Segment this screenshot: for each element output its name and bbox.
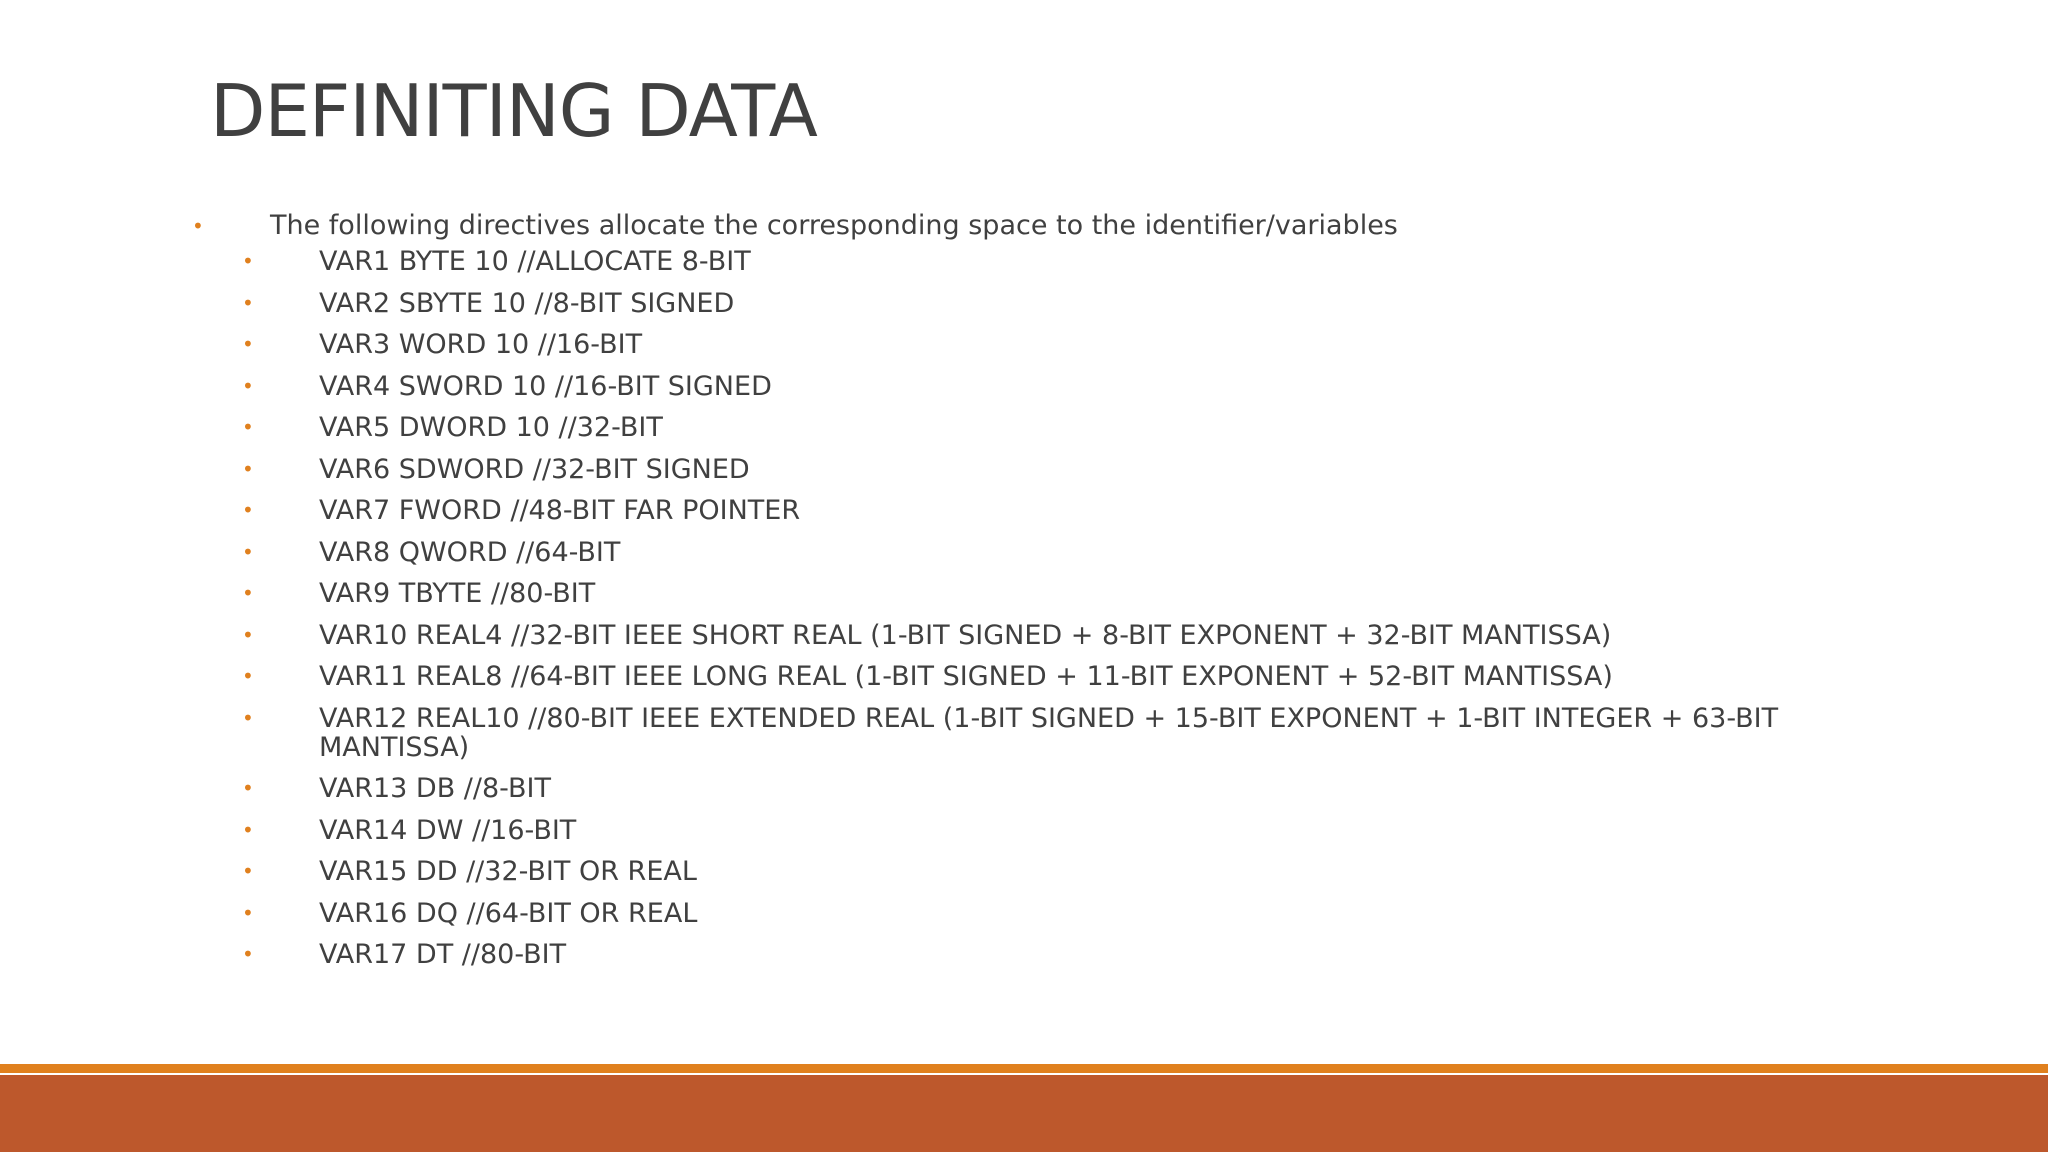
list-item-text: VAR9 TBYTE //80-BIT bbox=[319, 578, 596, 609]
bullet-icon: • bbox=[242, 332, 254, 356]
list-item bbox=[0, 496, 2048, 525]
list-item-text: VAR15 DD //32-BIT OR REAL bbox=[319, 856, 697, 887]
bullet-icon: • bbox=[242, 249, 254, 273]
list-item bbox=[0, 372, 2048, 401]
bullet-icon: • bbox=[242, 942, 254, 966]
bullet-icon: • bbox=[242, 776, 254, 800]
list-item bbox=[0, 621, 2048, 650]
bullet-icon: • bbox=[242, 373, 254, 398]
bullet-icon: • bbox=[242, 622, 254, 647]
bullet-icon: • bbox=[242, 900, 254, 925]
list-item bbox=[0, 662, 2048, 691]
list-item-text: VAR11 REAL8 //64-BIT IEEE LONG REAL (1-BIT SIGNED + 11-BIT EXPONENT + 52-BIT MANTISSA) bbox=[319, 661, 1613, 692]
bullet-icon: • bbox=[242, 664, 254, 688]
list-item-text: VAR5 DWORD 10 //32-BIT bbox=[319, 412, 663, 443]
bullet-intro-text: The following directives allocate the corresponding space to the identifier/variables bbox=[270, 210, 1398, 241]
list-item bbox=[0, 247, 2048, 276]
list-item bbox=[0, 455, 2048, 484]
list-item bbox=[0, 289, 2048, 318]
bullet-list bbox=[0, 205, 2048, 982]
list-item bbox=[0, 774, 2048, 803]
list-item-text: VAR14 DW //16-BIT bbox=[319, 814, 577, 846]
list-item-text: VAR13 DB //8-BIT bbox=[319, 773, 551, 804]
list-item bbox=[0, 330, 2048, 359]
bullet-icon: • bbox=[192, 214, 204, 238]
list-item-text: VAR6 SDWORD //32-BIT SIGNED bbox=[319, 453, 750, 485]
bullet-icon: • bbox=[242, 415, 254, 439]
bullet-icon: • bbox=[242, 456, 254, 481]
list-item bbox=[0, 579, 2048, 608]
bullet-icon: • bbox=[242, 581, 254, 605]
list-item bbox=[0, 538, 2048, 567]
list-item-text: VAR7 FWORD //48-BIT FAR POINTER bbox=[319, 495, 801, 526]
accent-stripe bbox=[0, 1064, 2048, 1073]
slide-title: DEFINITING DATA bbox=[210, 69, 817, 153]
list-item bbox=[0, 899, 2048, 928]
list-item-text: VAR17 DT //80-BIT bbox=[319, 939, 567, 970]
list-item-text: VAR4 SWORD 10 //16-BIT SIGNED bbox=[319, 370, 772, 402]
bullet-icon: • bbox=[242, 290, 254, 315]
bullet-intro bbox=[0, 205, 2048, 247]
footer-band bbox=[0, 1075, 2048, 1152]
list-item-text: VAR12 REAL10 //80-BIT IEEE EXTENDED REAL (1-BIT SIGNED + 15-BIT EXPONENT + 1-BIT INTEGER + 63-BIT MANTISSA) bbox=[319, 702, 1779, 763]
list-item-text: VAR16 DQ //64-BIT OR REAL bbox=[319, 897, 698, 929]
bullet-icon: • bbox=[242, 539, 254, 564]
list-item bbox=[0, 940, 2048, 969]
list-item-text: VAR3 WORD 10 //16-BIT bbox=[319, 329, 643, 360]
list-item-text: VAR8 QWORD //64-BIT bbox=[319, 536, 621, 568]
list-item bbox=[0, 413, 2048, 442]
list-item bbox=[0, 704, 2048, 762]
bullet-icon: • bbox=[242, 817, 254, 842]
bullet-icon: • bbox=[242, 859, 254, 883]
bullet-icon: • bbox=[242, 705, 254, 730]
list-item-text: VAR10 REAL4 //32-BIT IEEE SHORT REAL (1-BIT SIGNED + 8-BIT EXPONENT + 32-BIT MANTISSA) bbox=[319, 619, 1612, 651]
list-item bbox=[0, 816, 2048, 845]
list-item-text: VAR2 SBYTE 10 //8-BIT SIGNED bbox=[319, 287, 735, 319]
list-item bbox=[0, 857, 2048, 886]
bullet-icon: • bbox=[242, 498, 254, 522]
list-item-text: VAR1 BYTE 10 //ALLOCATE 8-BIT bbox=[319, 246, 751, 277]
